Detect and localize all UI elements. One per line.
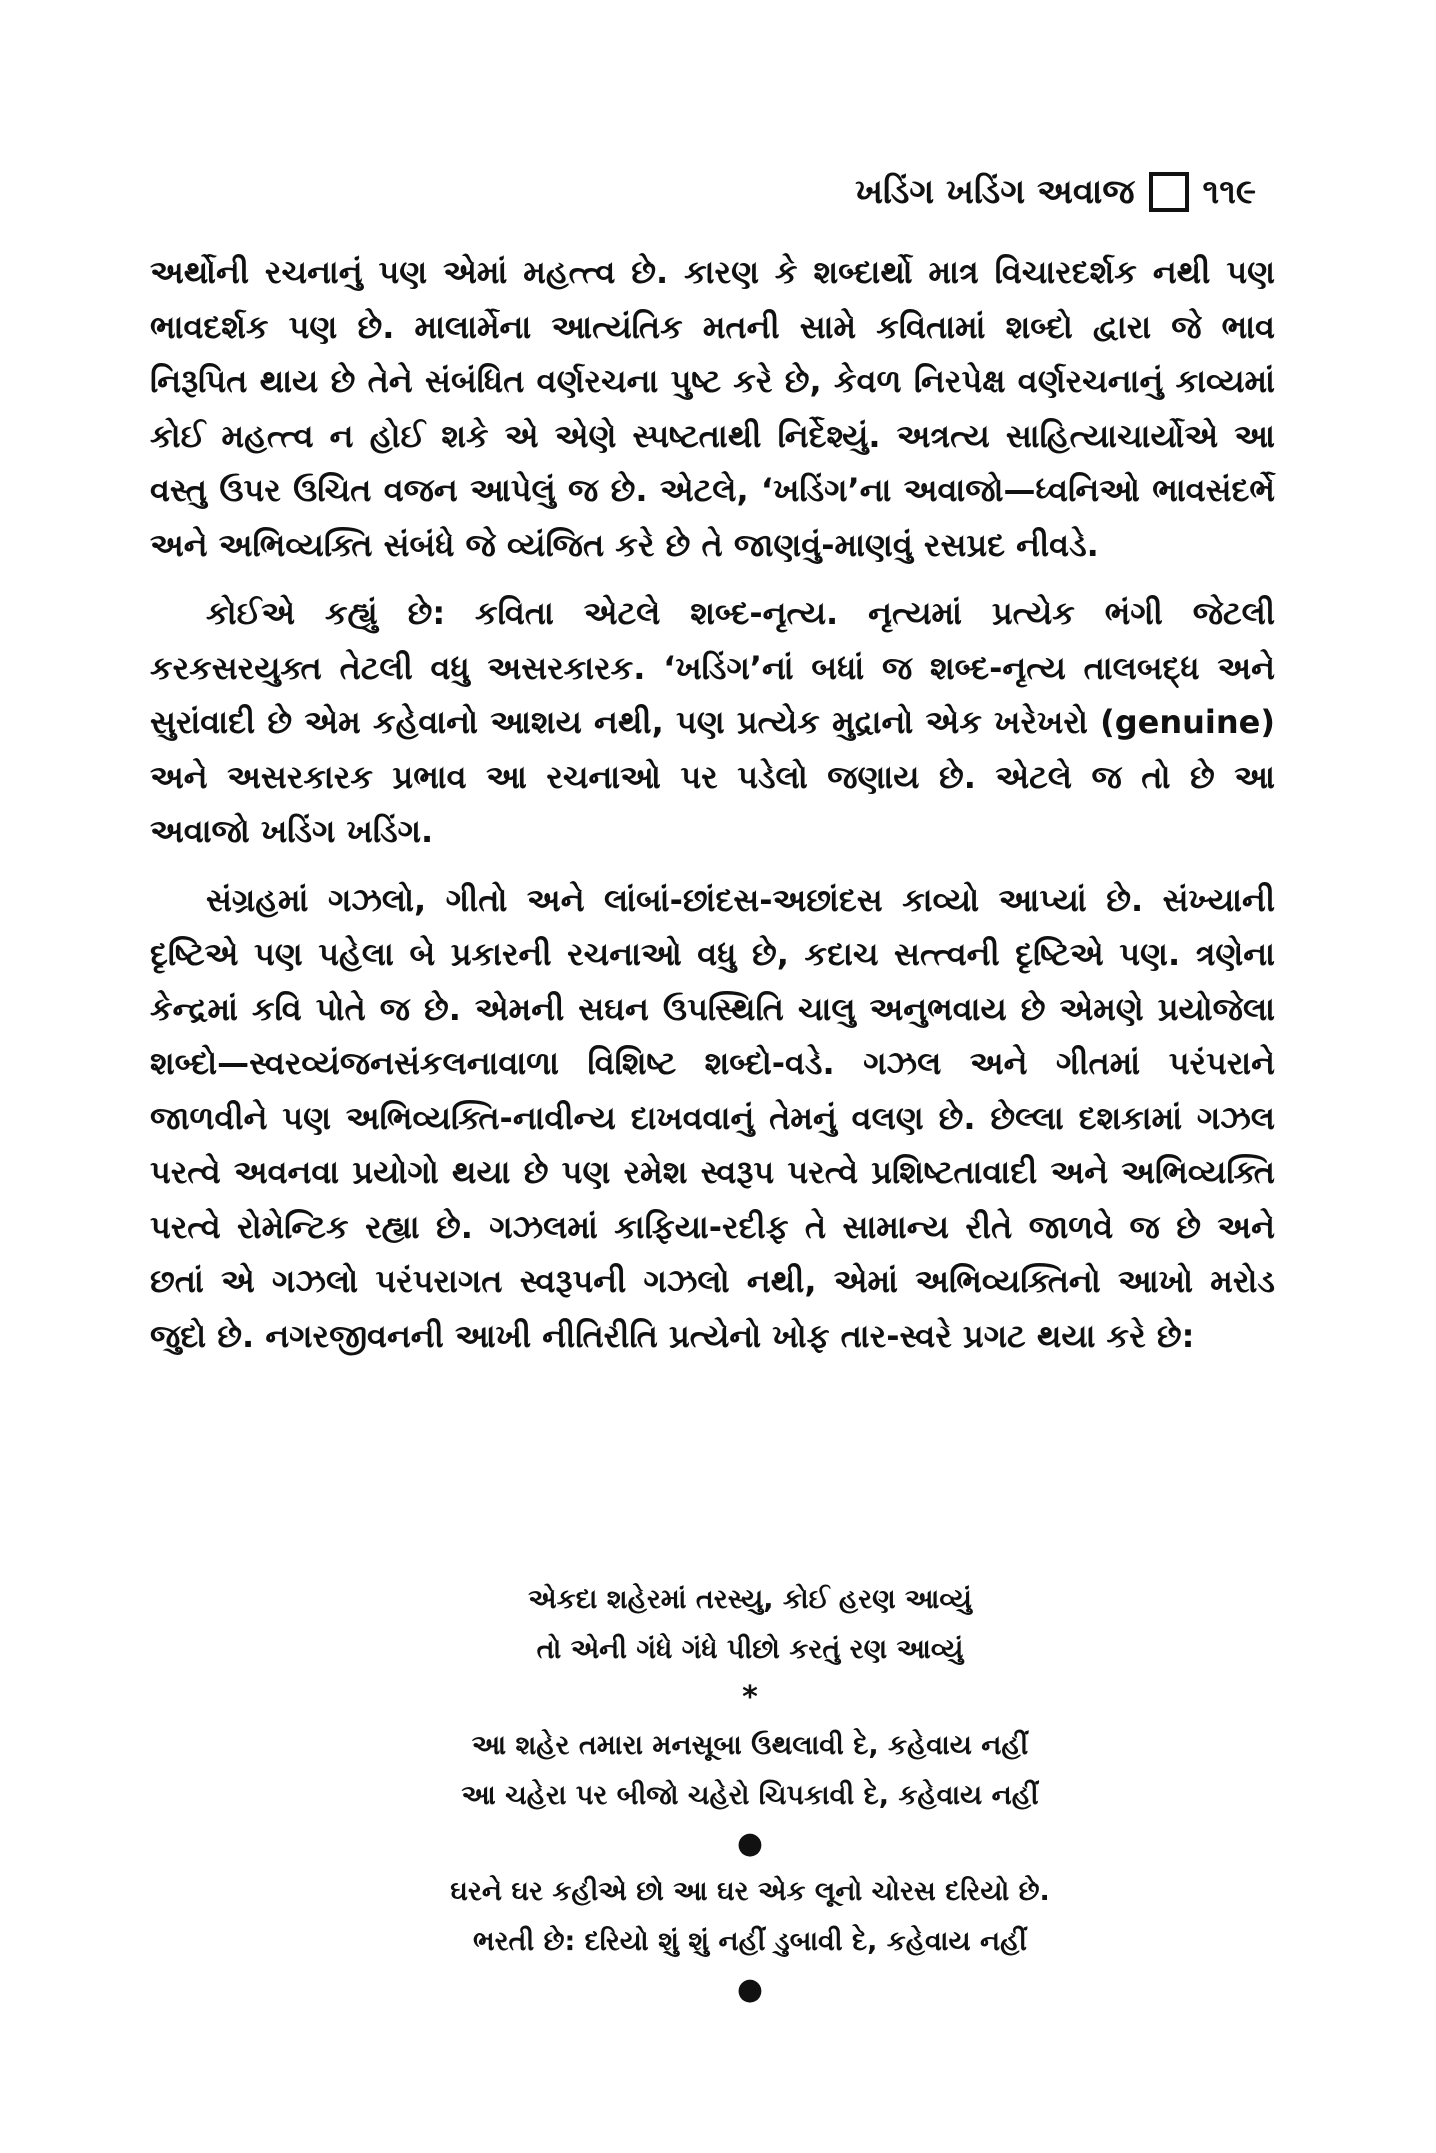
verse-line: એકદા શહેરમાં તરસ્યુ, કોઈ હરણ આવ્યું [528, 1584, 972, 1615]
bullet-separator: ● [736, 1826, 764, 1861]
paragraph-3: સંગ્રહમાં ગઝલો, ગીતો અને લાંબાં-છાંદસ-અછાંદસ કાવ્યો આપ્યાં છે. સંખ્યાની દૃષ્ટિએ પણ પહેલા બે પ્રકારની રચનાઓ વધુ છે, કદાચ સત્ત્વની દૃષ્ટિએ પણ. ત્રણેના કેન્દ્રમાં કવિ પોતે જ છે. એમની સઘન ઉપસ્થિતિ ચાલુ અનુભવાય છે એમણે પ્રયોજેલા શબ્દો—સ્વરવ્યંજનસંકલનાવાળા વિશિષ્ટ શબ્દો-વડે. ગઝલ અને ગીતમાં પરંપરાને જાળવીને પણ અભિવ્યક્તિ-નાવીન્ય દાખવવાનું તેમનું વલણ છે. છેલ્લા દશકામાં ગઝલ પરત્વે અવનવા પ્રયોગો થયા છે પણ રમેશ સ્વરૂપ પરત્વે પ્રશિષ્ટતાવાદી અને અભિવ્યક્તિ પરત્વે રોમેન્ટિક રહ્યા છે. ગઝલમાં કાફિયા-રદીફ તે સામાન્ય રીતે જાળવે જ છે અને છતાં એ ગઝલો પરંપરાગત સ્વરૂપની ગઝલો નથી, એમાં અભિવ્યક્તિનો આખો મરોડ જુદો છે. નગરજીવનની આખી નીતિરીતિ પ્રત્યેનો ખોફ તાર-સ્વરે પ્રગટ થયા કરે છે: [150, 880, 1275, 1355]
square-box-icon [1149, 172, 1189, 212]
verse-line: ભરતી છે: દરિયો શું શું નહીં ડુબાવી દે, કહેવાય નહીં [473, 1926, 1027, 1957]
asterisk-separator: * [742, 1680, 758, 1715]
couplet-2 [250, 1721, 1250, 1867]
paragraph-2: કોઈએ કહ્યું છે: કવિતા એટલે શબ્દ-નૃત્ય. નૃત્યમાં પ્રત્યેક ભંગી જેટલી કરકસરયુક્ત તેટલી વધુ અસરકારક. ‘ખડિંગ’નાં બધાં જ શબ્દ-નૃત્ય તાલબદ્ધ અને સુરાંવાદી છે એમ કહેવાનો આશય નથી, પણ પ્રત્યેક મુદ્રાનો એક ખરેખરો (genuine) અને અસરકારક પ્રભાવ આ રચનાઓ પર પડેલો જણાય છે. એટલે જ તો છે આ અવાજો ખડિંગ ખડિંગ. [150, 594, 1275, 850]
body-text [150, 245, 1275, 1377]
couplet-1 [250, 1575, 1250, 1721]
verse-line: આ ચહેરા પર બીજો ચહેરો ચિપકાવી દે, કહેવાય નહીં [461, 1780, 1039, 1811]
bullet-separator: ● [736, 1972, 764, 2007]
verse-line: ઘરને ઘર કહીએ છો આ ઘર એક લૂનો ચોરસ દરિયો છે. [450, 1876, 1050, 1907]
running-title: ખડિંગ ખડિંગ અવાજ [855, 172, 1135, 212]
page-number: ૧૧૯ [1202, 172, 1256, 212]
verse-quotations [250, 1575, 1250, 2013]
paragraph-1: અર્થોની રચનાનું પણ એમાં મહત્ત્વ છે. કારણ કે શબ્દાર્થો માત્ર વિચારદર્શક નથી પણ ભાવદર્શક પણ છે. માલાર્મેના આત્યંતિક મતની સામે કવિતામાં શબ્દો દ્વારા જે ભાવ નિરૂપિત થાય છે તેને સંબંધિત વર્ણરચના પુષ્ટ કરે છે, કેવળ નિરપેક્ષ વર્ણરચનાનું કાવ્યમાં કોઈ મહત્ત્વ ન હોઈ શકે એ એણે સ્પષ્ટતાથી નિર્દેશ્યું. અત્રત્ય સાહિત્યાચાર્યોએ આ વસ્તુ ઉપર ઉચિત વજન આપેલું જ છે. એટલે, ‘ખડિંગ’ના અવાજો—ધ્વનિઓ ભાવસંદર્ભે અને અભિવ્યક્તિ સંબંધે જે વ્યંજિત કરે છે તે જાણવું-માણવું રસપ્રદ નીવડે. [150, 253, 1275, 564]
verse-line: તો એની ગંધે ગંધે પીછો કરતું રણ આવ્યું [536, 1634, 964, 1665]
couplet-3 [250, 1867, 1250, 2013]
running-header [855, 172, 1256, 212]
verse-line: આ શહેર તમારા મનસૂબા ઉથલાવી દે, કહેવાય નહીં [471, 1730, 1029, 1761]
